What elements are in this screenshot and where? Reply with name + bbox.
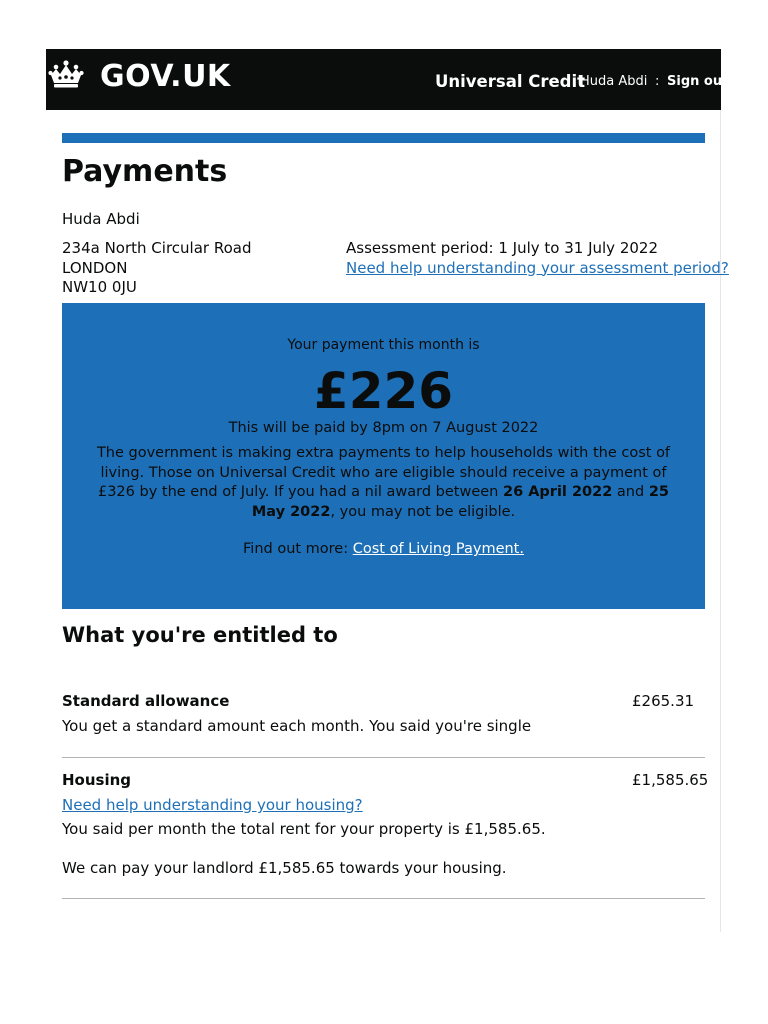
payment-panel	[62, 303, 705, 609]
header-separator: :	[655, 74, 660, 89]
service-name-link[interactable]: Universal Credit	[435, 72, 586, 91]
find-out-more-label: Find out more:	[243, 541, 353, 557]
entitlements-heading: What you're entitled to	[62, 623, 338, 647]
address-line-1: 234a North Circular Road	[62, 239, 252, 257]
payment-amount: £226	[313, 362, 454, 420]
housing-label: Housing	[62, 771, 132, 789]
standard-allowance-description: You get a standard amount each month. You said you're single	[62, 717, 532, 735]
header-user-name: Huda Abdi	[580, 74, 648, 89]
notice-date-2: 25 May 2022	[251, 484, 669, 520]
assessment-help-link[interactable]: Need help understanding your assessment period?	[346, 258, 729, 277]
housing-landlord-text: We can pay your landlord £1,585.65 towards your housing.	[62, 859, 507, 877]
claimant-name: Huda Abdi	[62, 210, 140, 228]
assessment-period: Assessment period: 1 July to 31 July 2022	[346, 239, 659, 257]
sign-out-link[interactable]: Sign out	[667, 74, 729, 89]
assessment-period-block	[346, 239, 729, 278]
housing-help-link[interactable]: Need help understanding your housing?	[62, 796, 363, 814]
address-postcode: NW10 0JU	[62, 278, 137, 296]
cost-of-living-link[interactable]: Cost of Living Payment.	[352, 541, 524, 557]
page-title: Payments	[62, 154, 228, 189]
row-divider	[62, 898, 705, 899]
notice-text-2: , you may not be eligible.	[330, 503, 516, 520]
notice-date-1: 26 April 2022	[502, 484, 613, 500]
claimant-address	[62, 239, 251, 298]
cost-of-living-notice	[92, 444, 675, 522]
crown-icon[interactable]	[48, 59, 84, 89]
address-line-2: LONDON	[62, 258, 128, 277]
blue-top-rule	[62, 133, 705, 143]
housing-rent-text: You said per month the total rent for your property is £1,585.65.	[62, 820, 546, 838]
govuk-header	[46, 49, 729, 110]
govuk-logo-text[interactable]: GOV.UK	[100, 59, 231, 94]
standard-allowance-amount: £265.31	[632, 692, 695, 710]
row-divider	[62, 757, 705, 758]
notice-and: and	[612, 484, 649, 500]
notice-text-1: The government is making extra payments to help households with the cost of living. Those on Universal Credit who are eligible should receive a payment of £326 by the end of July. If you had a nil award between	[96, 445, 671, 500]
standard-allowance-label: Standard allowance	[62, 692, 230, 710]
payment-date: This will be paid by 8pm on 7 August 2022	[228, 420, 539, 436]
housing-amount: £1,585.65	[632, 771, 709, 789]
page-border	[720, 110, 721, 932]
payment-intro: Your payment this month is	[287, 337, 480, 353]
find-out-more	[62, 540, 705, 560]
